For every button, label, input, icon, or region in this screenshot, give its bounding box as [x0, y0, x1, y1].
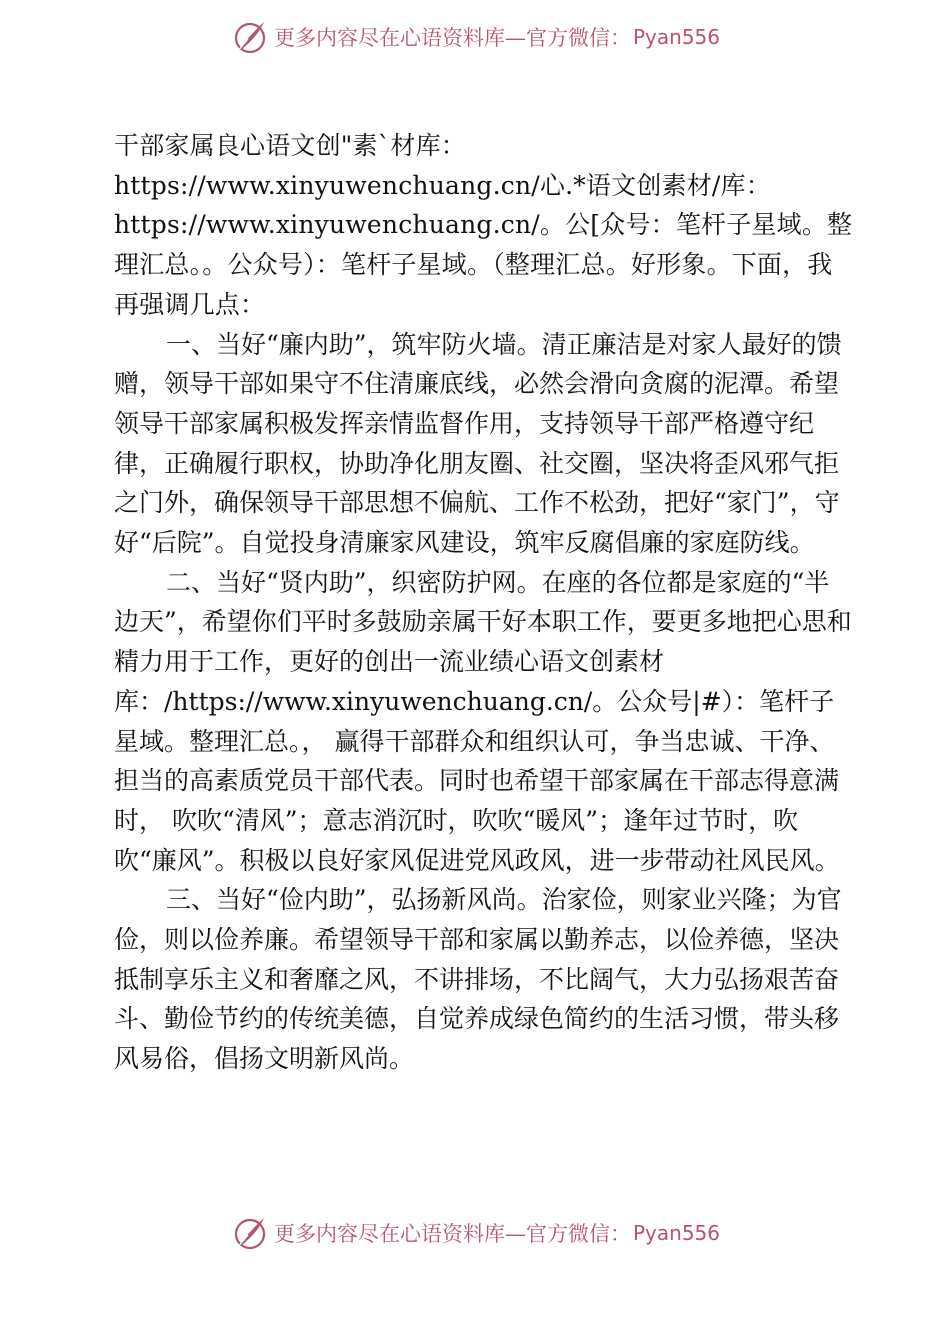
banner-text: 更多内容尽在心语资料库—官方微信： [273, 1222, 631, 1246]
point-one-paragraph: 一、当好“廉内助”，筑牢防火墙。清正廉洁是对家人最好的馈赠，领导干部如果守不住清廉底线，必然会滑向贪腐的泥潭。希望领导干部家属积极发挥亲情监督作用，支持领导干部严格遵守纪律，正确履行职权，协助净化朋友圈、社交圈，坚决将歪风邪气拒之门外，确保领导干部思想不偏航、工作不松劲，把好“家门”，守好“后院”。自觉投身清廉家风建设，筑牢反腐倡廉的家庭防线。 [114, 329, 842, 558]
quill-pen-logo-icon [230, 1213, 270, 1253]
point-two-paragraph: 二、当好“贤内助”，织密防护网。在座的各位都是家庭的“半边天”，希望你们平时多鼓励亲属干好本职工作，要更多地把心思和精力用于工作，更好的创出一流业绩心语文创素材库：/https://www.xinyuwenchuang.cn/。公众号|#）：笔杆子星域。整理汇总。， 赢得干部群众和组织认可，争当忠诚、干净、担当的高素质党员干部代表。同时也希望干部家属在干部志得意满时， 吹吹“清风”；意志消沉时，吹吹“暖风”；逢年过节时，吹吹“廉风”。积极以良好家风促进党风政风，进一步带动社风民风。 [114, 567, 852, 875]
document-body [114, 126, 854, 1079]
quill-pen-logo-icon [230, 17, 270, 57]
intro-paragraph: 干部家属良心语文创"素`材库：https://www.xinyuwenchuang.cn/心.*语文创素材/库：https://www.xinyuwenchuang.cn/。公[众号：笔杆子星域。整理汇总。。公众号）：笔杆子星域。（整理汇总。好形象。下面，我再强调几点： [114, 131, 853, 319]
banner-handle: Pyan556 [632, 25, 720, 49]
footer-banner [0, 1210, 950, 1256]
banner-handle: Pyan556 [632, 1221, 720, 1245]
point-three-paragraph: 三、当好“俭内助”，弘扬新风尚。治家俭，则家业兴隆；为官俭，则以俭养廉。希望领导干部和家属以勤养志，以俭养德，坚决抵制享乐主义和奢靡之风，不讲排场，不比阔气，大力弘扬艰苦奋斗、勤俭节约的传统美德，自觉养成绿色简约的生活习惯，带头移风易俗，倡扬文明新风尚。 [114, 885, 842, 1074]
banner-text: 更多内容尽在心语资料库—官方微信： [273, 26, 631, 50]
header-banner [0, 14, 950, 60]
